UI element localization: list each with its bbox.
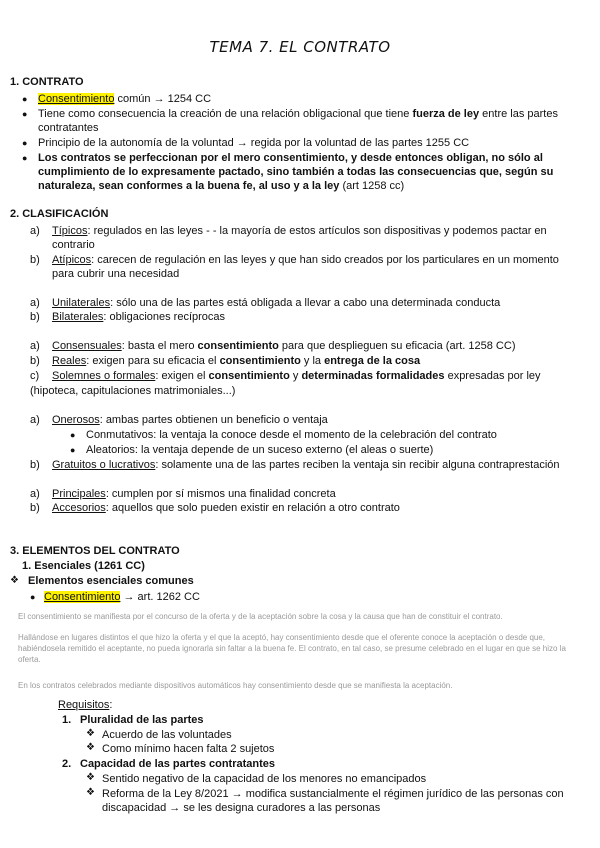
quoted-article-p2: Hallándose en lugares distintos el que hizo la oferta y el que la aceptó, hay consentimiento desde que el oferente conoce la aceptación o desde que, habiéndosela remitido el aceptante, no pueda ignorarla sin faltar a la buena fe. El contrato, en tal caso, se presume celebrado en el lugar en que se hizo la oferta. [18, 633, 566, 664]
definition: : regulados en las leyes - - la mayoría de estos artículos son dispositivas y podemos pactar en [87, 225, 547, 237]
s1-b2-pre: Tiene como consecuencia la creación de una relación obligacional que tiene [38, 108, 413, 120]
bold-text: consentimiento [219, 355, 301, 367]
s1-bullet-1 [38, 92, 211, 106]
diamond-bullet-icon: ❖ [86, 772, 95, 783]
list-marker: a) [30, 225, 40, 237]
text: y la [300, 355, 325, 367]
capacidad-heading: Capacidad de las partes contratantes [80, 758, 276, 770]
bullet-dot: ● [70, 445, 76, 455]
consensuales-item [52, 339, 515, 353]
s1-bullet-1-text: común → 1254 CC [114, 93, 212, 105]
req-2b-line1: Reforma de la Ley 8/2021 → modifica sustancialmente el régimen jurídico de las personas con [102, 788, 564, 800]
section-2-heading: 2. CLASIFICACIÓN [10, 208, 109, 220]
page-title: TEMA 7. EL CONTRATO [209, 38, 391, 56]
list-marker: c) [30, 370, 40, 382]
reales-item [52, 354, 420, 368]
consentimiento-item [44, 590, 200, 604]
consentimiento-highlight: Consentimiento [38, 93, 115, 105]
term: Reales [52, 355, 87, 367]
conmutativos-item: Conmutativos: la ventaja la conoce desde el momento de la celebración del contrato [86, 429, 497, 441]
unilaterales-item [52, 296, 500, 310]
list-marker: a) [30, 297, 40, 309]
diamond-bullet-icon: ❖ [86, 728, 95, 739]
s1-bullet-4-line3 [38, 179, 404, 193]
atipicos-cont: para cubrir una necesidad [52, 268, 180, 280]
atipicos-item [52, 253, 559, 267]
list-marker: b) [30, 355, 40, 367]
s1-bullet-3: Principio de la autonomía de la voluntad → regida por la voluntad de las partes 1255 CC [38, 137, 470, 149]
bullet-dot: ● [70, 430, 76, 440]
definition: : sólo una de las partes está obligada a llevar a cabo una determinada conducta [110, 297, 501, 309]
pluralidad-heading: Pluralidad de las partes [80, 714, 204, 726]
onerosos-item [52, 413, 328, 427]
section-1-heading: 1. CONTRATO [10, 76, 84, 88]
bold-text: determinadas formalidades [301, 370, 445, 382]
accesorios-item [52, 501, 400, 515]
requisitos-colon: : [109, 699, 113, 711]
term: Gratuitos o lucrativos [52, 459, 156, 471]
text: : exigen para su eficacia el [86, 355, 220, 367]
bullet-dot: ● [22, 138, 28, 148]
text: expresadas por ley [444, 370, 541, 382]
definition: : obligaciones recíprocas [103, 311, 226, 323]
bullet-dot: ● [30, 592, 36, 602]
elementos-comunes-label: Elementos esenciales comunes [28, 575, 194, 587]
s1-bullet-2-cont: contratantes [38, 122, 99, 134]
text: para que desplieguen su eficacia (art. 1258 CC) [278, 340, 516, 352]
list-marker: a) [30, 414, 40, 426]
aleatorios-item: Aleatorios: la ventaja depende de un suceso externo (el aleas o suerte) [86, 444, 434, 456]
list-marker: b) [30, 459, 40, 471]
quoted-article-p1: El consentimiento se manifiesta por el concurso de la oferta y de la aceptación sobre la cosa y la causa que han de constituir el contrato. [18, 612, 503, 621]
definition: : carecen de regulación en las leyes y que han sido creados por los particulares en un momento [91, 254, 559, 266]
requisitos-text: Requisitos [58, 699, 110, 711]
solemnes-cont: (hipoteca, capitulaciones matrimoniales...) [30, 385, 236, 397]
diamond-bullet-icon: ❖ [86, 787, 95, 798]
s1-b4-l3: naturaleza, sean conformes a la buena fe, al uso y a la ley [38, 180, 340, 192]
term: Unilaterales [52, 297, 111, 309]
section-3-heading: 3. ELEMENTOS DEL CONTRATO [10, 545, 180, 557]
req-number: 2. [62, 758, 72, 770]
gratuitos-item [52, 458, 560, 472]
bold-text: consentimiento [208, 370, 290, 382]
text: : exigen el [155, 370, 209, 382]
term: Onerosos [52, 414, 100, 426]
s1-b2-bold: fuerza de ley [412, 108, 480, 120]
term: Accesorios [52, 502, 106, 514]
s1-bullet-4-line2: cumplimiento de lo expresamente pactado, sino también a todas las consecuencias que, según su [38, 166, 554, 178]
s1-b2-post: entre las partes [479, 108, 558, 120]
bullet-dot: ● [22, 153, 28, 163]
diamond-bullet-icon: ❖ [10, 575, 19, 586]
consentimiento-highlight: Consentimiento [44, 591, 121, 603]
definition: : cumplen por sí mismos una finalidad concreta [105, 488, 336, 500]
text: : basta el mero [121, 340, 198, 352]
quoted-article-p3: En los contratos celebrados mediante dispositivos automáticos hay consentimiento desde que se manifiesta la aceptación. [18, 681, 453, 690]
bullet-dot: ● [22, 94, 28, 104]
definition: : ambas partes obtienen un beneficio o ventaja [99, 414, 328, 426]
term: Bilaterales [52, 311, 104, 323]
term: Atípicos [52, 254, 92, 266]
s1-bullet-2 [38, 107, 558, 121]
tipicos-item [52, 224, 547, 238]
req-2b-line2: discapacidad → se les designa curadores a las personas [102, 802, 381, 814]
solemnes-item [52, 369, 541, 383]
req-1b: Como mínimo hacen falta 2 sujetos [102, 743, 275, 755]
list-marker: a) [30, 488, 40, 500]
bullet-dot: ● [22, 109, 28, 119]
term: Consensuales [52, 340, 122, 352]
definition: : solamente una de las partes reciben la ventaja sin recibir alguna contraprestación [155, 459, 560, 471]
diamond-bullet-icon: ❖ [86, 742, 95, 753]
term: Típicos [52, 225, 88, 237]
principales-item [52, 487, 336, 501]
text: y [289, 370, 302, 382]
list-marker: b) [30, 254, 40, 266]
req-number: 1. [62, 714, 72, 726]
bold-text: consentimiento [197, 340, 279, 352]
bilaterales-item [52, 310, 225, 324]
consentimiento-ref: → art. 1262 CC [120, 591, 200, 603]
list-marker: b) [30, 311, 40, 323]
req-2a: Sentido negativo de la capacidad de los menores no emancipados [102, 773, 427, 785]
bold-text: entrega de la cosa [324, 355, 421, 367]
requisitos-label [58, 698, 112, 712]
tipicos-cont: contrario [52, 239, 95, 251]
req-1a: Acuerdo de las voluntades [102, 729, 232, 741]
s1-bullet-4-line1: Los contratos se perfeccionan por el mero consentimiento, y desde entonces obligan, no sólo al [38, 152, 543, 164]
definition: : aquellos que solo pueden existir en relación a otro contrato [105, 502, 400, 514]
list-marker: b) [30, 502, 40, 514]
esenciales-subheading: 1. Esenciales (1261 CC) [22, 560, 145, 572]
term: Principales [52, 488, 106, 500]
list-marker: a) [30, 340, 40, 352]
s1-b4-ref: (art 1258 cc) [339, 180, 405, 192]
term: Solemnes o formales [52, 370, 156, 382]
